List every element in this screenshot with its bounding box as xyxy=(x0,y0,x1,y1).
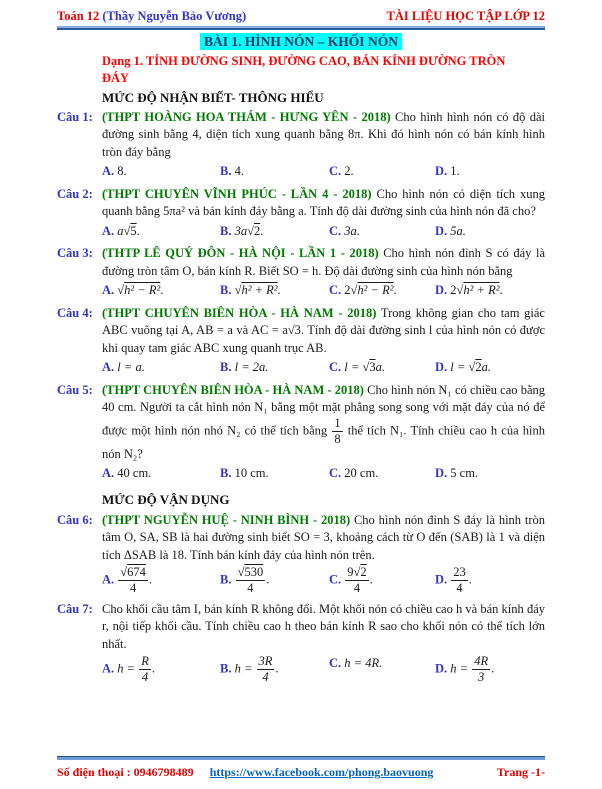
option-d: D. h = $\frac{4R}{3}$ . xyxy=(435,654,495,685)
sqrt-symbol: √ 674 xyxy=(120,565,146,579)
header-right: TÀI LIỆU HỌC TẬP LỚP 12 xyxy=(386,9,545,23)
question-body xyxy=(102,186,545,241)
fraction: √ $\frac{674}{4}$ xyxy=(117,566,149,595)
question-source: (THPT CHUYÊN VĨNH PHÚC - LẦN 4 - 2018) xyxy=(102,186,372,201)
question-1 xyxy=(57,109,545,181)
question-body xyxy=(102,601,545,685)
option-b: B. √ h² + R². xyxy=(220,282,329,300)
question-label: Câu 5: xyxy=(57,382,93,397)
option-c: C. l = √ 3a. xyxy=(329,359,435,377)
option-b: B. 10 cm. xyxy=(220,466,269,481)
option-a: A. 40 cm. xyxy=(102,466,152,481)
option-d: D. 5a. xyxy=(435,223,466,238)
option-d: D. $\frac{23}{4}$ . xyxy=(435,565,472,596)
lesson-title: BÀI 1. HÌNH NÓN – KHỐI NÓN xyxy=(200,33,402,50)
question-body xyxy=(102,512,545,596)
option-b: B. √ $\frac{530}{4}$ . xyxy=(220,566,329,595)
fraction: $\frac{23}{4}$ xyxy=(453,565,466,596)
option-b: B. h = $\frac{3R}{4}$ . xyxy=(220,654,279,685)
sqrt-symbol: √ h² − R² xyxy=(117,283,160,297)
options-row xyxy=(102,223,545,241)
header-author: (Thầy Nguyễn Bảo Vương) xyxy=(102,9,247,23)
sqrt-symbol: √ 2 xyxy=(354,565,367,579)
options-row xyxy=(102,163,545,181)
sqrt-symbol: √ 530 xyxy=(238,565,264,579)
question-source: (THPT NGUYỄN HUỆ - NINH BÌNH - 2018) xyxy=(102,512,351,527)
level-heading-1: MỨC ĐỘ NHẬN BIẾT- THÔNG HIỂU xyxy=(102,89,324,105)
question-label: Câu 4: xyxy=(57,305,93,320)
dang-heading: Dạng 1. TÍNH ĐƯỜNG SINH, ĐƯỜNG CAO, BÁN KÍNH ĐƯỜNG TRÒN ĐÁY xyxy=(102,54,506,86)
header-left xyxy=(57,9,246,24)
fraction: $\frac{4R}{3}$ xyxy=(474,654,489,685)
question-text: Cho hình nón có diện tích xung quanh bằng 5πa² và bán kính đáy bằng a. Tính độ dài đường sinh của hình nón đã cho? xyxy=(102,186,545,218)
question-text: Cho khối cầu tâm I, bán kính R không đổi. Một khối nón có chiều cao h và bán kính đáy r, nội tiếp khối cầu. Tính chiều cao h theo bán kính R sao cho khối nón có thể tích lớn nhất. xyxy=(102,601,545,651)
option-a: A. √ $\frac{674}{4}$ . xyxy=(102,566,220,595)
sqrt-symbol: √ 3 xyxy=(362,360,375,374)
question-7 xyxy=(57,601,545,685)
question-label: Câu 7: xyxy=(57,601,93,616)
option-c: C. 20 cm. xyxy=(329,466,379,481)
footer-phone: Số điện thoại : 0946798489 xyxy=(57,765,194,779)
option-a: A. 8. xyxy=(102,164,127,178)
sqrt-symbol: √ h² − R² xyxy=(351,283,394,297)
sqrt-symbol: √ 2 xyxy=(468,360,481,374)
footer-divider xyxy=(57,756,545,760)
option-c: C. 2. xyxy=(329,164,354,178)
question-source: (THPT CHUYÊN BIÊN HÒA - HÀ NAM - 2018) xyxy=(102,305,377,320)
option-b: B. 4. xyxy=(220,164,244,178)
question-label: Câu 1: xyxy=(57,109,93,124)
question-label: Câu 6: xyxy=(57,512,93,527)
question-text: Trong không gian cho tam giác ABC vuông tại A, AB = a và AC = a√3. Tính độ dài đường sinh l của hình nón có được khi quay tam giác ABC xung quanh trục AB. xyxy=(102,305,545,355)
sqrt-symbol: √ 2 xyxy=(247,224,260,238)
option-c: C. $\frac{9 √ 2}{4}$ . xyxy=(329,566,435,595)
question-source: (THPT HOÀNG HOA THÁM - HƯNG YÊN - 2018) xyxy=(102,109,391,124)
option-c: C. h = 4R. xyxy=(329,656,383,670)
option-d: D. 5 cm. xyxy=(435,466,479,481)
question-body xyxy=(102,382,545,483)
page-footer xyxy=(57,756,545,780)
question-label: Câu 3: xyxy=(57,246,93,260)
option-b: B. l = 2a. xyxy=(220,360,269,374)
options-row xyxy=(102,282,545,300)
question-5 xyxy=(57,382,545,483)
option-d: D. 2 √ h² + R². xyxy=(435,282,545,300)
facebook-link[interactable]: https://www.facebook.com/phong.baovuong xyxy=(209,765,434,779)
option-d: D. l = √ 2a. xyxy=(435,359,545,377)
question-text: Cho hình hình nón có độ dài đường sinh bằng 4, diện tích xung quanh bằng 8π. Khi đó hình nón có bán kính hình tròn đáy bằng xyxy=(102,109,545,159)
fraction: √ $\frac{530}{4}$ xyxy=(235,566,267,595)
options-row xyxy=(102,465,545,483)
option-d: D. 1. xyxy=(435,164,460,178)
options-row xyxy=(102,655,545,684)
question-text-part2: thể tích N₁. Tính chiều cao h của hình nón N₂? xyxy=(102,423,546,461)
options-row xyxy=(102,359,545,377)
question-4 xyxy=(57,305,545,377)
question-source: (THPT CHUYÊN BIÊN HÒA - HÀ NAM - 2018) xyxy=(102,382,364,397)
question-2 xyxy=(57,186,545,241)
option-b: B. 3a √ 2. xyxy=(220,223,329,241)
sqrt-symbol: √ h² + R² xyxy=(457,283,500,297)
page-header xyxy=(57,9,545,24)
level-heading-2: MỨC ĐỘ VẬN DỤNG xyxy=(102,491,230,507)
question-body xyxy=(102,245,545,300)
question-text-part1: Cho hình nón N₁ có chiều cao bằng 40 cm. Người ta cắt hình nón N₁ bằng một mặt phẳng song song với mặt đáy của nó để được một hình nón nhỏ N₂ có thể tích bằng xyxy=(102,382,545,437)
question-body xyxy=(102,109,545,181)
question-6 xyxy=(57,512,545,596)
page-number: Trang -1- xyxy=(496,765,545,779)
sqrt-symbol: √ 5 xyxy=(124,224,137,238)
question-text: Cho hình nón đỉnh S đáy là hình tròn tâm O, SA, SB là hai đường sinh biết SO = 3, khoảng cách từ O đến (SAB) là 1 và diện tích ΔSAB là 18. Tính bán kính đáy của hình nón trên. xyxy=(102,512,546,562)
fraction: $\frac{R}{4}$ xyxy=(141,654,149,685)
question-body xyxy=(102,305,545,377)
question-3 xyxy=(57,245,545,300)
question-text: Cho hình nón đỉnh S có đáy là đường tròn tâm O, bán kính R. Biết SO = h. Độ dài đường sinh của hình nón bằng xyxy=(102,246,545,278)
option-a: A. l = a. xyxy=(102,360,145,374)
options-row xyxy=(102,566,545,595)
fraction: $\frac{9 √ 2}{4}$ xyxy=(344,566,369,595)
option-a: A. √ h² − R². xyxy=(102,282,220,300)
fraction: $\frac{3R}{4}$ xyxy=(258,654,273,685)
header-divider xyxy=(57,26,545,30)
header-subject: Toán 12 xyxy=(57,9,100,23)
option-a: A. h = $\frac{R}{4}$ . xyxy=(102,654,155,685)
question-source: (THTP LÊ QUÝ ĐÔN - HÀ NỘI - LẦN 1 - 2018) xyxy=(102,246,379,260)
lesson-title-row xyxy=(57,34,545,50)
sqrt-symbol: √ h² + R² xyxy=(235,283,278,297)
option-c: C. 2 √ h² − R². xyxy=(329,282,435,300)
inline-fraction: $\frac{1}{8}$ xyxy=(334,415,341,446)
option-c: C. 3a. xyxy=(329,223,360,238)
option-a: A. a √ 5. xyxy=(102,223,220,241)
question-label: Câu 2: xyxy=(57,186,93,201)
